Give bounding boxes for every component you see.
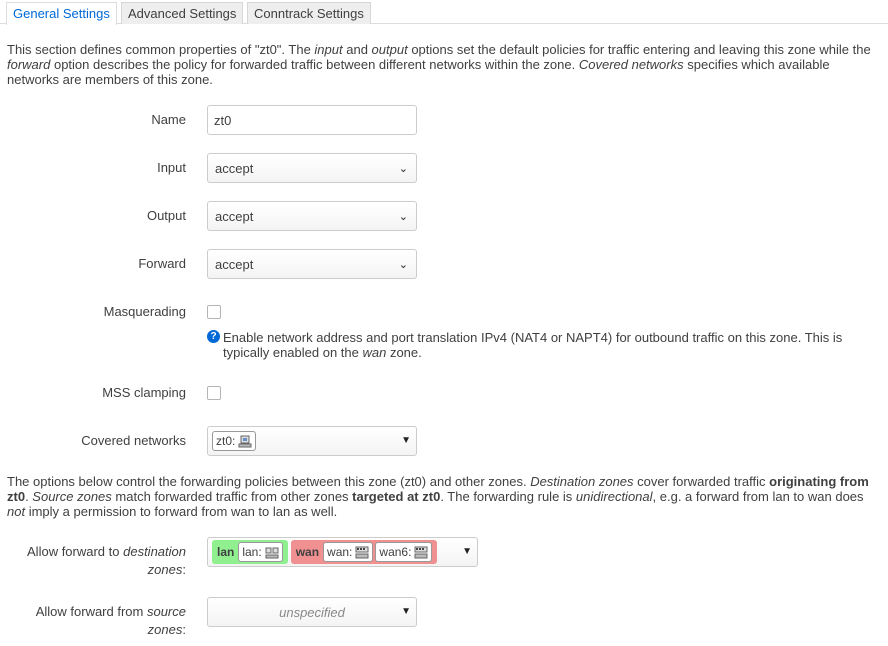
network-chip-zt0: zt0: (212, 431, 256, 451)
chevron-down-icon: ⌄ (398, 162, 408, 175)
masquerading-label: Masquerading (103, 304, 186, 319)
dropdown-arrow-icon: ▼ (401, 606, 411, 617)
mss-clamping-label: MSS clamping (102, 385, 186, 400)
input-select[interactable] (207, 153, 417, 183)
dropdown-arrow-icon: ▼ (462, 546, 472, 557)
chevron-down-icon: ⌄ (398, 258, 408, 271)
tab-bar (0, 0, 888, 24)
forward-select[interactable] (207, 249, 417, 279)
covered-networks-dropdown[interactable] (207, 426, 417, 456)
zone-chip-lan: lan lan: (212, 540, 288, 564)
source-zones-label: Allow forward from source zones: (35, 604, 186, 637)
forward-label: Forward (138, 256, 186, 271)
mss-clamping-checkbox[interactable] (207, 386, 221, 400)
name-label: Name (151, 112, 186, 127)
covered-networks-label: Covered networks (81, 433, 186, 448)
network-interface-icon (238, 435, 252, 448)
network-chip-wan: wan: (323, 542, 373, 562)
section-description: This section defines common properties of "zt0". The input and output options set the default policies for traffic entering and leaving this zone while the forward option describes the policy for forwarded traffic between different networks within the zone. Covered networks specifies which available networks are members of this zone. (7, 42, 871, 87)
output-select[interactable] (207, 201, 417, 231)
forwarding-description: The options below control the forwarding policies between this zone (zt0) and other zones. Destination zones cover forwarded traffic originating from zt0. Source zones match forwarded traffic from other zones targeted at zt0. The forwarding rule is unidirectional, e.g. a forward from lan to wan does not imply a permission to forward from wan to lan as well. (7, 474, 869, 519)
input-select-value: accept (215, 160, 254, 176)
name-input[interactable] (207, 105, 417, 135)
dropdown-arrow-icon: ▼ (401, 435, 411, 446)
output-label: Output (146, 208, 186, 223)
output-select-value: accept (215, 208, 254, 224)
zone-chip-wan: wan wan: wan6: (291, 540, 438, 564)
tab-general-settings[interactable]: General Settings (6, 2, 117, 25)
network-switch-icon (265, 546, 279, 559)
help-icon: ? (207, 330, 220, 343)
input-label: Input (157, 160, 186, 175)
destination-zones-dropdown[interactable] (207, 537, 478, 567)
masquerading-help: ? Enable network address and port translation IPv4 (NAT4 or NAPT4) for outbound traffic on this zone. This is typically enabled on the wan zone. (207, 330, 867, 360)
ethernet-port-icon (355, 546, 369, 559)
source-zones-value: unspecified (279, 604, 345, 620)
source-zones-dropdown[interactable] (207, 597, 417, 627)
forward-select-value: accept (215, 256, 254, 272)
tab-advanced-settings[interactable]: Advanced Settings (121, 2, 243, 24)
ethernet-port-icon (414, 546, 428, 559)
tab-conntrack-settings[interactable]: Conntrack Settings (247, 2, 371, 24)
destination-zones-label: Allow forward to destination zones: (27, 544, 186, 577)
network-chip-lan: lan: (238, 542, 282, 562)
masquerading-checkbox[interactable] (207, 305, 221, 319)
chevron-down-icon: ⌄ (398, 210, 408, 223)
network-chip-wan6: wan6: (375, 542, 432, 562)
